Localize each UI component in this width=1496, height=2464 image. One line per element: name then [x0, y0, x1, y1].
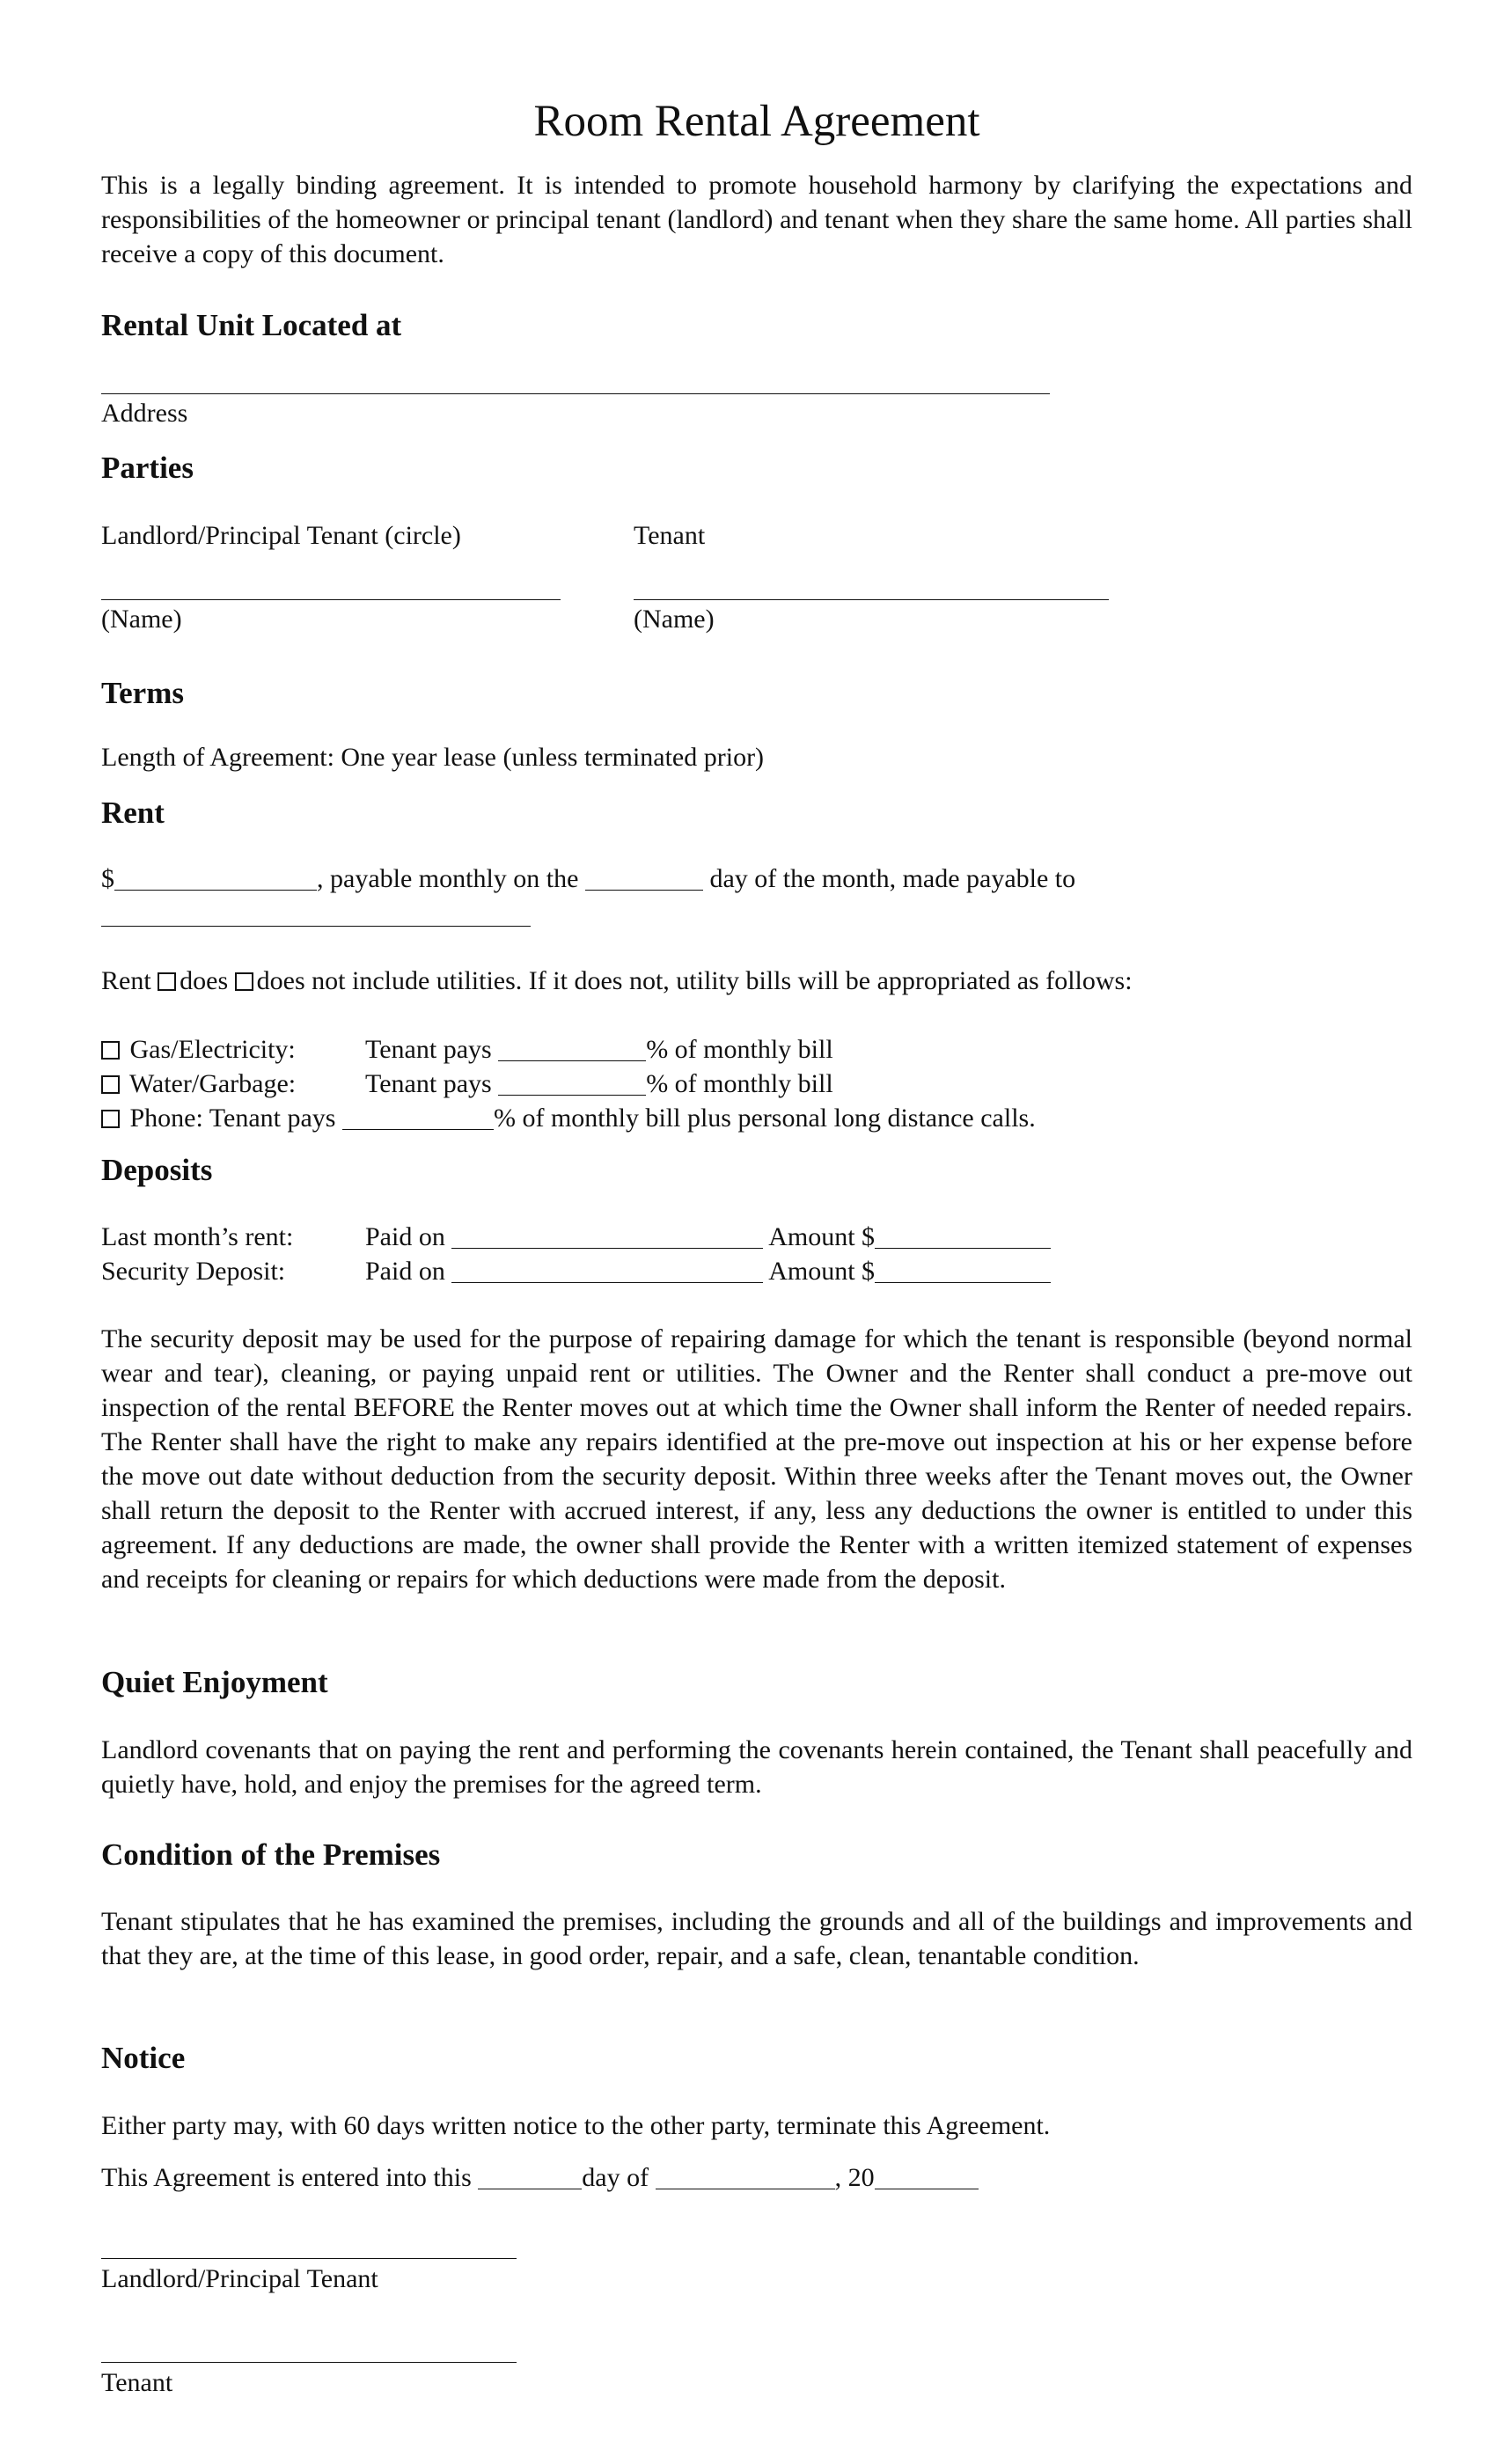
- utilities-does-not-label: does not include utilities. If it does not, utility bills will be appropriated as follows:: [256, 966, 1133, 995]
- utility-suffix: % of monthly bill: [646, 1035, 833, 1064]
- entered-year-blank[interactable]: [875, 2166, 979, 2189]
- rent-amount-line: [101, 862, 1075, 896]
- rent-amount-blank[interactable]: [114, 867, 317, 891]
- dollar-sign: $: [101, 864, 114, 893]
- landlord-name-label: (Name): [101, 605, 182, 634]
- utility-row: [101, 1032, 296, 1067]
- deposit-label: Last month’s rent:: [101, 1222, 294, 1251]
- phone-percent-blank[interactable]: [342, 1106, 494, 1130]
- landlord-name-line[interactable]: [101, 599, 561, 600]
- last-month-paid-date-blank[interactable]: [451, 1225, 763, 1249]
- utility-pays-row: [365, 1067, 833, 1101]
- rental-unit-heading: Rental Unit Located at: [101, 308, 402, 342]
- utilities-does-label: does: [180, 966, 229, 995]
- condition-heading: Condition of the Premises: [101, 1837, 441, 1872]
- entered-prefix: This Agreement is entered into this: [101, 2163, 472, 2192]
- phone-prefix: Phone: Tenant pays: [129, 1104, 336, 1133]
- does-checkbox[interactable]: [158, 972, 176, 991]
- deposits-heading: Deposits: [101, 1153, 213, 1187]
- intro-paragraph: This is a legally binding agreement. It is intended to promote household harmony by clarifying the expectations and responsibilities of the homeowner or principal tenant (landlord) and tenant when they share the same home. All parties shall receive a copy of this document.: [101, 171, 1412, 268]
- utility-suffix: % of monthly bill: [646, 1069, 833, 1098]
- terms-heading: Terms: [101, 676, 184, 710]
- deposit-paid-on: Paid on: [365, 1257, 445, 1286]
- notice-paragraph: Either party may, with 60 days written notice to the other party, terminate this Agreement.: [101, 2111, 1051, 2140]
- last-month-amount-blank[interactable]: [875, 1225, 1051, 1249]
- deposit-row-fields: [365, 1254, 1051, 1288]
- tenant-signature-line[interactable]: [101, 2362, 517, 2363]
- utilities-statement: [101, 964, 1133, 998]
- does-not-checkbox[interactable]: [235, 972, 253, 991]
- gas-percent-blank[interactable]: [498, 1038, 646, 1061]
- address-label: Address: [101, 399, 188, 428]
- landlord-signature-line[interactable]: [101, 2258, 517, 2259]
- payable-to-line[interactable]: [101, 926, 531, 927]
- rent-day-blank[interactable]: [585, 867, 703, 891]
- deposit-label: Security Deposit:: [101, 1257, 286, 1286]
- terms-length: Length of Agreement: One year lease (unless terminated prior): [101, 743, 765, 772]
- landlord-signature-label: Landlord/Principal Tenant: [101, 2264, 378, 2293]
- document-title: Room Rental Agreement: [533, 97, 980, 146]
- gas-electricity-checkbox[interactable]: [101, 1041, 120, 1060]
- deposits-paragraph: The security deposit may be used for the purpose of repairing damage for which the tenant is responsible (beyond normal wear and tear), cleaning, or paying unpaid rent or utilities. The Owner and the Renter shall conduct a pre-move out inspection of the rental BEFORE the Renter moves out at which time the Owner shall inform the Renter of needed repairs. The Renter shall have the right to make any repairs identified at the pre-move out inspection at his or her expense before the move out date without deduction from the security deposit. Within three weeks after the Tenant moves out, the Owner shall return the deposit to the Renter with accrued interest, if any, less any deductions the owner is entitled to under this agreement. If any deductions are made, the owner shall provide the Renter with a written itemized statement of expenses and receipts for cleaning or repairs for which deductions were made from the deposit.: [101, 1324, 1412, 1594]
- phone-checkbox[interactable]: [101, 1110, 120, 1128]
- rent-heading: Rent: [101, 796, 165, 830]
- deposit-paid-on: Paid on: [365, 1222, 445, 1251]
- water-garbage-checkbox[interactable]: [101, 1075, 120, 1094]
- utilities-prefix: Rent: [101, 966, 151, 995]
- deposit-row-fields: [365, 1220, 1051, 1254]
- phone-row: [101, 1101, 1036, 1135]
- document-page: [101, 0, 1412, 2464]
- utility-row: [101, 1067, 296, 1101]
- parties-heading: Parties: [101, 451, 194, 485]
- quiet-enjoyment-heading: Quiet Enjoyment: [101, 1665, 328, 1699]
- utility-pays-row: [365, 1032, 833, 1067]
- utility-name: Gas/Electricity:: [129, 1035, 296, 1064]
- tenant-signature-label: Tenant: [101, 2368, 173, 2397]
- landlord-label: Landlord/Principal Tenant (circle): [101, 521, 461, 550]
- deposit-amount-label: Amount $: [768, 1257, 876, 1286]
- utility-pays: Tenant pays: [365, 1035, 492, 1064]
- entered-year-text: , 20: [834, 2163, 875, 2192]
- tenant-name-line[interactable]: [634, 599, 1109, 600]
- rent-day-text: day of the month, made payable to: [709, 864, 1076, 893]
- security-amount-blank[interactable]: [875, 1259, 1051, 1283]
- utility-pays: Tenant pays: [365, 1069, 492, 1098]
- entered-month-blank[interactable]: [656, 2166, 835, 2189]
- rent-payable-text: , payable monthly on the: [317, 864, 579, 893]
- security-paid-date-blank[interactable]: [451, 1259, 763, 1283]
- utility-name: Water/Garbage:: [128, 1069, 297, 1098]
- entered-into-line: [101, 2160, 979, 2195]
- water-percent-blank[interactable]: [498, 1072, 646, 1096]
- notice-heading: Notice: [101, 2041, 186, 2075]
- condition-paragraph: Tenant stipulates that he has examined the premises, including the grounds and all of the buildings and improvements and that they are, at the time of this lease, in good order, repair, and a safe, clean, tenantable condition.: [101, 1907, 1412, 1970]
- tenant-label: Tenant: [634, 521, 706, 550]
- quiet-enjoyment-paragraph: Landlord covenants that on paying the rent and performing the covenants herein contained, the Tenant shall peacefully and quietly have, hold, and enjoy the premises for the agreed term.: [101, 1735, 1412, 1799]
- entered-day-blank[interactable]: [478, 2166, 582, 2189]
- tenant-name-label: (Name): [634, 605, 715, 634]
- entered-day-text: day of: [582, 2163, 649, 2192]
- address-line[interactable]: [101, 393, 1050, 394]
- phone-suffix: % of monthly bill plus personal long distance calls.: [493, 1104, 1036, 1133]
- deposit-amount-label: Amount $: [768, 1222, 876, 1251]
